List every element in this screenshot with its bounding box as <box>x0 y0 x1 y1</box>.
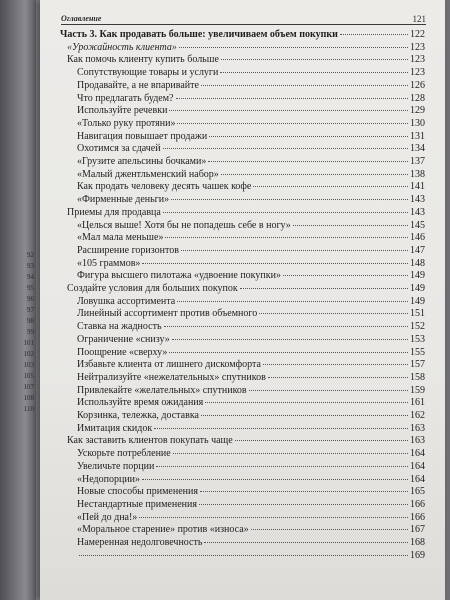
toc-entry <box>77 550 425 562</box>
toc-entry-title: Охотимся за сдачей <box>77 143 161 155</box>
toc-entry <box>67 435 425 447</box>
toc-entry-title: «Грузите апельсины бочками» <box>77 156 207 167</box>
toc-entry-title: «Недопорции» <box>77 473 141 485</box>
toc-entry-title: «Фирменные деньги» <box>77 194 170 206</box>
toc-entry-page: 143 <box>410 206 425 218</box>
toc-entry <box>77 448 425 460</box>
toc-leader-dots <box>204 542 408 543</box>
toc-entry <box>77 270 425 282</box>
toc-entry <box>77 93 425 105</box>
side-page-number: 101 <box>23 339 34 347</box>
side-page-number: 107 <box>23 383 34 391</box>
toc-entry-title: «105 граммов» <box>77 257 141 269</box>
toc-leader-dots <box>164 326 408 327</box>
toc-entry-title: Как заставить клиентов покупать чаще <box>67 435 233 447</box>
toc-entry-page: 164 <box>410 448 425 460</box>
toc-entry-title: Нейтрализуйте «нежелательных» спутников <box>77 371 266 383</box>
toc-entry-title: Имитация скидок <box>77 422 153 434</box>
toc-entry-title: «Урожайность клиента» <box>67 41 177 53</box>
page-header <box>61 14 426 25</box>
toc-entry-page: 155 <box>410 346 425 358</box>
toc-entry <box>77 512 425 524</box>
side-page-number: 92 <box>27 251 34 259</box>
toc-entry-page: 123 <box>410 67 425 79</box>
toc-entry-title: Создайте условия для больших покупок <box>67 283 238 294</box>
toc-entry-page: 137 <box>410 156 425 167</box>
toc-entry <box>77 474 425 486</box>
toc-leader-dots <box>340 34 408 35</box>
toc-leader-dots <box>79 555 408 556</box>
toc-leader-dots <box>154 428 408 429</box>
toc-entry <box>77 397 425 409</box>
toc-entry-page: 168 <box>410 537 425 548</box>
toc-entry-title: Избавьте клиента от лишнего дискомфорта <box>77 359 261 371</box>
toc-entry-page: 143 <box>410 194 425 206</box>
toc-entry <box>77 308 425 320</box>
toc-entry <box>67 283 425 295</box>
toc-entry-title: Как помочь клиенту купить больше <box>67 54 219 66</box>
toc-entry-title: Привлекайте «желательных» спутников <box>77 384 247 396</box>
toc-entry-page: 157 <box>410 359 425 371</box>
toc-entry-page: 161 <box>410 397 425 409</box>
toc-entry <box>77 347 425 359</box>
toc-entry-page: 164 <box>410 460 425 472</box>
toc-entry <box>77 296 425 308</box>
toc-entry-page: 149 <box>410 283 425 294</box>
toc-entry-page: 145 <box>410 219 425 231</box>
left-page-edge <box>0 0 36 600</box>
toc-entry-page: 123 <box>410 54 425 66</box>
side-page-number: 94 <box>27 273 34 281</box>
toc-entry <box>60 29 425 41</box>
toc-entry <box>77 258 425 270</box>
toc-entry-page: 162 <box>410 410 425 421</box>
toc-leader-dots <box>177 123 408 124</box>
toc-leader-dots <box>163 148 408 149</box>
toc-entry-page: 138 <box>410 168 425 180</box>
side-page-number: 108 <box>23 394 34 402</box>
toc-entry-page: 129 <box>410 105 425 117</box>
toc-entry <box>77 67 425 79</box>
toc-entry-page: 158 <box>410 371 425 383</box>
toc-entry-page: 122 <box>410 29 425 40</box>
side-page-number: 110 <box>23 405 34 413</box>
side-page-number: 93 <box>27 262 34 270</box>
toc-entry-title: Часть 3. Как продавать больше: увеличиваем объем покупки <box>60 29 338 40</box>
toc-leader-dots <box>156 466 408 467</box>
toc-entry <box>77 499 425 511</box>
toc-entry-title: Намеренная недолговечность <box>77 537 203 548</box>
toc-leader-dots <box>221 174 408 175</box>
toc-leader-dots <box>240 288 408 289</box>
toc-entry <box>77 245 425 257</box>
toc-leader-dots <box>205 402 408 403</box>
toc-entry <box>77 321 425 333</box>
toc-entry-title: Ускорьте потребление <box>77 448 171 460</box>
toc-leader-dots <box>165 237 408 238</box>
toc-entry-title: Корзинка, тележка, доставка <box>77 410 199 421</box>
toc-leader-dots <box>169 110 408 111</box>
header-title: Оглавление <box>61 14 102 23</box>
toc-entry <box>77 181 425 193</box>
toc-entry <box>77 359 425 371</box>
toc-entry <box>67 54 425 66</box>
toc-entry-page: 159 <box>410 384 425 396</box>
toc-entry <box>77 80 425 92</box>
toc-leader-dots <box>253 186 408 187</box>
toc-entry-page: 147 <box>410 244 425 256</box>
toc-entry-page: 149 <box>410 295 425 307</box>
toc-leader-dots <box>221 59 408 60</box>
toc-leader-dots <box>209 136 408 137</box>
toc-entry-page: 149 <box>410 270 425 282</box>
toc-leader-dots <box>201 85 408 86</box>
toc-entry-title: «Малый джентльменский набор» <box>77 168 219 180</box>
side-page-number: 95 <box>27 284 34 292</box>
toc-entry-title: «Мал мала меньше» <box>77 232 164 244</box>
toc-entry-title: Что предлагать будем? <box>77 92 174 104</box>
side-page-number: 103 <box>23 361 34 369</box>
toc-entry-page: 166 <box>410 511 425 523</box>
toc-entry <box>77 524 425 536</box>
toc-entry-page: 169 <box>410 549 425 561</box>
toc-entry-title: Новые способы применения <box>77 486 198 498</box>
toc-entry-page: 131 <box>410 130 425 142</box>
toc-entry-page: 148 <box>410 257 425 269</box>
toc-entry-title: Как продать человеку десять чашек кофе <box>77 181 252 193</box>
toc-entry-title: Ловушка ассортимента <box>77 295 176 307</box>
toc-entry-title: Нестандартные применения <box>77 498 197 510</box>
side-page-number: 96 <box>27 295 34 303</box>
toc-entry <box>77 537 425 549</box>
toc-leader-dots <box>139 517 408 518</box>
toc-entry <box>77 232 425 244</box>
header-page-number: 121 <box>412 14 426 24</box>
toc-entry-title: «Моральное старение» против «износа» <box>77 524 249 536</box>
toc-entry-page: 152 <box>410 321 425 333</box>
toc-leader-dots <box>173 453 408 454</box>
toc-entry-title: Ставка на жадность <box>77 321 162 333</box>
toc-leader-dots <box>235 440 408 441</box>
toc-leader-dots <box>293 225 408 226</box>
toc-entry <box>77 131 425 143</box>
toc-entry <box>77 334 425 346</box>
toc-entry-title: Линейный ассортимент против объемного <box>77 308 258 320</box>
toc-entry-title: Используйте время ожидания <box>77 397 204 409</box>
toc-entry <box>77 461 425 473</box>
toc-entry-page: 163 <box>410 422 425 434</box>
toc-leader-dots <box>268 377 408 378</box>
toc-entry-title: Расширение горизонтов <box>77 244 179 256</box>
side-page-number: 99 <box>27 328 34 336</box>
toc-entry <box>77 143 425 155</box>
toc-entry-title: Ограничение «снизу» <box>77 333 170 345</box>
toc-leader-dots <box>208 161 408 162</box>
side-page-number: 98 <box>27 317 34 325</box>
toc-entry-page: 146 <box>410 232 425 244</box>
toc-leader-dots <box>171 199 408 200</box>
toc-entry <box>67 207 425 219</box>
toc-entry-title: Навигация повышает продажи <box>77 130 208 142</box>
toc-leader-dots <box>177 301 408 302</box>
toc-leader-dots <box>263 364 408 365</box>
toc-entry <box>67 42 425 54</box>
toc-entry <box>77 220 425 232</box>
toc-entry <box>77 410 425 422</box>
toc-leader-dots <box>251 529 408 530</box>
toc-leader-dots <box>181 250 408 251</box>
toc-leader-dots <box>169 352 408 353</box>
toc-leader-dots <box>283 275 408 276</box>
toc-entry <box>77 486 425 498</box>
side-page-number: 97 <box>27 306 34 314</box>
toc-entry-title: Приемы для продавца <box>67 206 161 218</box>
toc-entry-page: 134 <box>410 143 425 155</box>
toc-entry-page: 128 <box>410 92 425 104</box>
toc-entry <box>77 118 425 130</box>
side-page-number: 105 <box>23 372 34 380</box>
toc-leader-dots <box>142 479 408 480</box>
toc-entry-page: 165 <box>410 486 425 498</box>
toc-leader-dots <box>142 263 408 264</box>
toc-entry-title: «Пей до дна!» <box>77 511 138 523</box>
toc-entry <box>77 156 425 168</box>
toc-entry-page: 153 <box>410 333 425 345</box>
toc-entry-title: Продавайте, а не впаривайте <box>77 79 199 91</box>
toc-leader-dots <box>200 491 408 492</box>
toc-entry <box>77 385 425 397</box>
toc-leader-dots <box>179 47 408 48</box>
toc-entry <box>77 169 425 181</box>
toc-leader-dots <box>176 98 409 99</box>
toc-entry-title: «Целься выше! Хотя бы не попадешь себе в ногу» <box>77 219 291 231</box>
toc-page <box>40 0 445 600</box>
toc-leader-dots <box>199 504 408 505</box>
left-page-numbers <box>4 250 34 415</box>
toc-entry-title: Поощрение «сверху» <box>77 346 168 358</box>
side-page-number: 102 <box>23 350 34 358</box>
toc-entry-title: Используйте речевки <box>77 105 168 117</box>
toc-entry-title: «Только руку протяни» <box>77 117 176 129</box>
toc-entry-title: Увеличьте порции <box>77 460 155 472</box>
toc-entry-page: 164 <box>410 473 425 485</box>
toc-entry <box>77 105 425 117</box>
toc-leader-dots <box>201 415 408 416</box>
toc-entry-page: 123 <box>410 41 425 53</box>
toc-leader-dots <box>220 72 408 73</box>
toc-entry-page: 130 <box>410 117 425 129</box>
toc-entry-title: Сопутствующие товары и услуги <box>77 67 219 79</box>
toc-entry-page: 163 <box>410 435 425 447</box>
toc-entry-page: 151 <box>410 308 425 320</box>
toc-entry <box>77 372 425 384</box>
toc-leader-dots <box>259 313 408 314</box>
toc-entry-page: 141 <box>410 181 425 193</box>
toc-leader-dots <box>249 390 408 391</box>
toc-entry-page: 126 <box>410 79 425 91</box>
toc-leader-dots <box>172 339 408 340</box>
toc-entry-title: Фигура высшего пилотажа «удвоение покупки» <box>77 270 281 282</box>
toc-leader-dots <box>163 212 408 213</box>
toc-entry-page: 167 <box>410 524 425 536</box>
toc-entry <box>77 194 425 206</box>
toc-entry-page: 166 <box>410 498 425 510</box>
toc-entry <box>77 423 425 435</box>
